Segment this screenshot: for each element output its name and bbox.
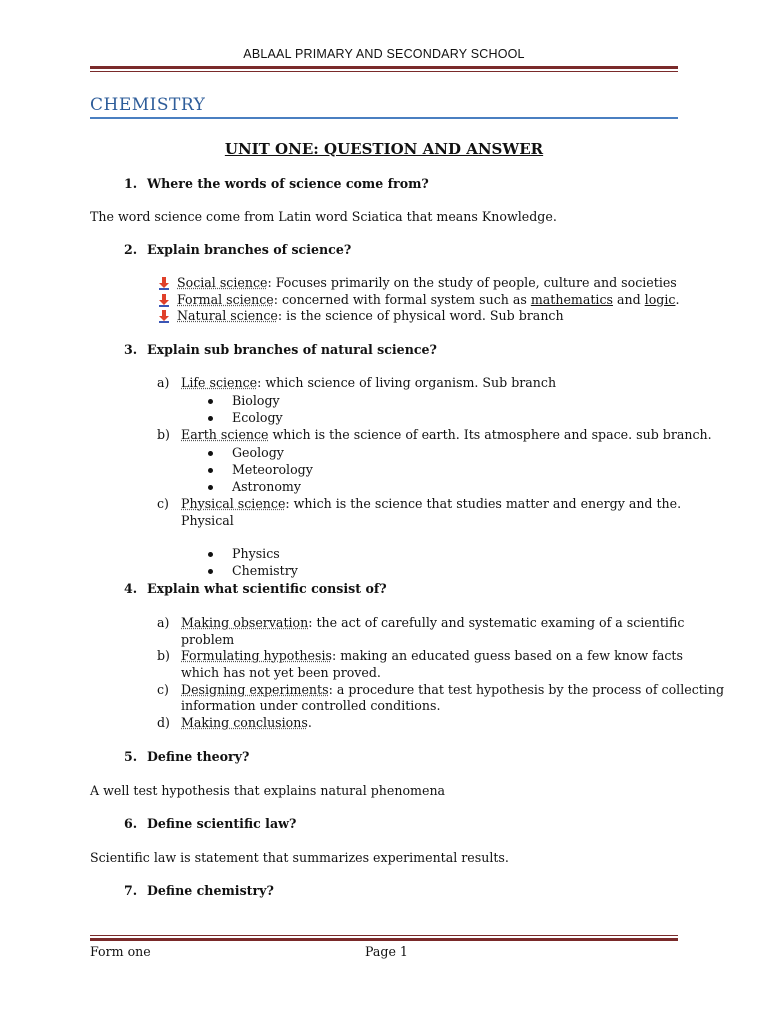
bullet-icon: [208, 468, 213, 473]
step-cont: problem: [181, 632, 235, 647]
term-making-conclusions: Making conclusions: [181, 715, 308, 730]
term-physical-science: Physical science: [181, 496, 286, 511]
header-rule-thick: [90, 66, 678, 69]
list-letter: c): [157, 496, 169, 511]
page-title: UNIT ONE: QUESTION AND ANSWER: [224, 140, 544, 158]
sub-branch-life: [181, 375, 556, 391]
branch-text: .: [675, 292, 680, 307]
bullet-icon: [208, 399, 213, 404]
sub-branch-text: which is the science of earth. Its atmosphere and space. sub branch.: [268, 427, 712, 442]
branch-text: : is the science of physical word. Sub branch: [277, 308, 564, 323]
question-2: Explain branches of science?: [147, 242, 352, 257]
step-observation: [181, 615, 684, 631]
step-cont: which has not yet been proved.: [181, 665, 381, 680]
branch-item-social: [177, 275, 677, 291]
question-number: 6.: [124, 816, 138, 831]
sub-item: Meteorology: [232, 462, 313, 477]
term-making-observation: Making observation: [181, 615, 309, 630]
question-number: 1.: [124, 176, 138, 191]
sub-branch-text: : which is the science that studies matter and energy and the.: [285, 496, 682, 511]
sub-branch-earth: [181, 427, 712, 443]
question-4: Explain what scientific consist of?: [147, 581, 387, 596]
header-rule-thin: [90, 71, 678, 72]
branch-text: and: [612, 292, 645, 307]
link-mathematics[interactable]: mathematics: [530, 292, 613, 307]
question-number: 4.: [124, 581, 138, 596]
sub-branch-cont: Physical: [181, 513, 234, 528]
step-experiments: [181, 682, 724, 698]
bullet-icon: [208, 451, 213, 456]
sub-item: Geology: [232, 445, 284, 460]
school-name: ABLAAL PRIMARY AND SECONDARY SCHOOL: [243, 47, 525, 61]
list-letter: a): [157, 615, 170, 630]
footer-rule-thick: [90, 938, 678, 941]
step-cont: information under controlled conditions.: [181, 698, 441, 713]
question-1: Where the words of science come from?: [147, 176, 429, 191]
footer-rule-thin: [90, 935, 678, 936]
branch-item-formal: [177, 292, 679, 308]
answer-5: A well test hypothesis that explains natural phenomena: [90, 783, 446, 798]
step-conclusions: [181, 715, 312, 731]
bullet-icon: [208, 416, 213, 421]
list-letter: a): [157, 375, 170, 390]
list-letter: b): [157, 648, 170, 663]
bullet-icon: [208, 569, 213, 574]
subject-underline: [90, 117, 678, 119]
question-3: Explain sub branches of natural science?: [147, 342, 437, 357]
list-letter: b): [157, 427, 170, 442]
branch-text: : Focuses primarily on the study of people, culture and societies: [267, 275, 677, 290]
term-life-science: Life science: [181, 375, 258, 390]
link-logic[interactable]: logic: [644, 292, 676, 307]
sub-branch-text: : which science of living organism. Sub branch: [257, 375, 557, 390]
arrow-bullet-icon: [157, 294, 171, 307]
step-hypothesis: [181, 648, 683, 664]
footer-form: Form one: [90, 944, 151, 959]
sub-item: Ecology: [232, 410, 283, 425]
list-letter: c): [157, 682, 169, 697]
term-natural-science: Natural science: [177, 308, 278, 323]
footer-page-number: Page 1: [365, 944, 408, 959]
answer-1: The word science come from Latin word Sciatica that means Knowledge.: [90, 209, 557, 224]
term-formulating-hypothesis: Formulating hypothesis: [181, 648, 332, 663]
arrow-bullet-icon: [157, 277, 171, 290]
step-text: : a procedure that test hypothesis by the process of collecting: [328, 682, 725, 697]
subject-heading: CHEMISTRY: [90, 95, 206, 115]
question-6: Define scientific law?: [147, 816, 297, 831]
arrow-bullet-icon: [157, 310, 171, 323]
step-text: .: [307, 715, 312, 730]
question-number: 3.: [124, 342, 138, 357]
sub-branch-physical: [181, 496, 681, 512]
bullet-icon: [208, 552, 213, 557]
sub-item: Physics: [232, 546, 280, 561]
branch-text: : concerned with formal system such as: [273, 292, 531, 307]
answer-6: Scientific law is statement that summarizes experimental results.: [90, 850, 509, 865]
step-text: : the act of carefully and systematic examing of a scientific: [308, 615, 685, 630]
bullet-icon: [208, 485, 213, 490]
sub-item: Chemistry: [232, 563, 298, 578]
list-letter: d): [157, 715, 170, 730]
sub-item: Biology: [232, 393, 280, 408]
question-5: Define theory?: [147, 749, 250, 764]
branch-item-natural: [177, 308, 564, 324]
term-social-science: Social science: [177, 275, 268, 290]
term-designing-experiments: Designing experiments: [181, 682, 329, 697]
sub-item: Astronomy: [232, 479, 301, 494]
step-text: : making an educated guess based on a few know facts: [331, 648, 683, 663]
question-number: 2.: [124, 242, 138, 257]
term-formal-science: Formal science: [177, 292, 274, 307]
question-number: 5.: [124, 749, 138, 764]
question-7: Define chemistry?: [147, 883, 274, 898]
question-number: 7.: [124, 883, 138, 898]
term-earth-science: Earth science: [181, 427, 269, 442]
